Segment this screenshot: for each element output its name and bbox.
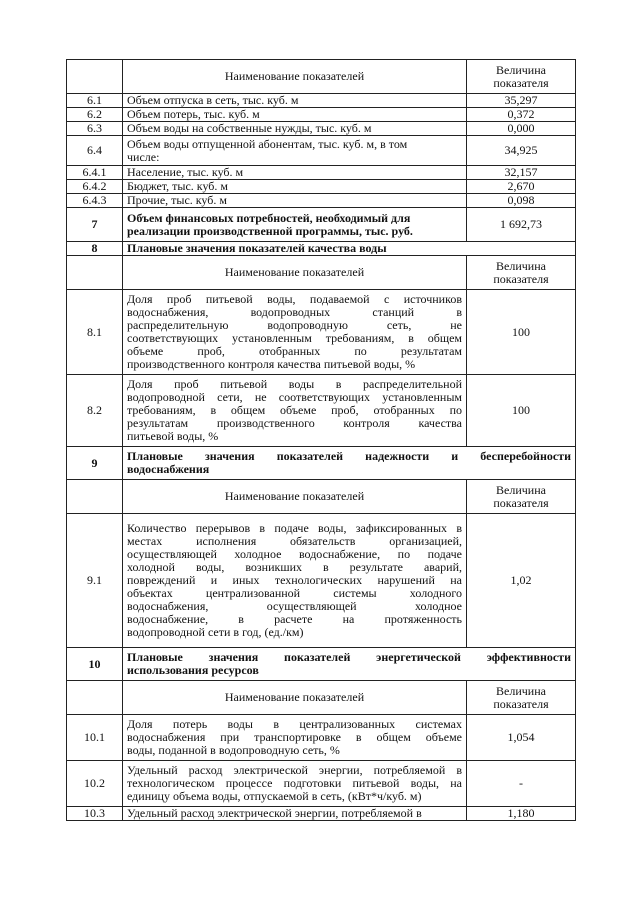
table-row bbox=[67, 290, 576, 375]
row-name-line-last: питьевой воды, % bbox=[127, 429, 219, 443]
table-row bbox=[67, 94, 576, 108]
row-name: Бюджет, тыс. куб. м bbox=[123, 180, 467, 194]
section-number: 9 bbox=[67, 447, 123, 480]
header-value-line-1: Величина bbox=[496, 62, 546, 77]
table-row bbox=[67, 108, 576, 122]
row-name-line: Удельный расход электрической энергии, потребляемой в bbox=[127, 763, 462, 777]
row-name-line-last: воды, поданной в водопроводную сеть, % bbox=[127, 743, 340, 757]
row-number: 6.3 bbox=[67, 122, 123, 136]
header-name-cell: Наименование показателей bbox=[123, 60, 467, 94]
table-row bbox=[67, 136, 576, 166]
row-name-line: холодной воды, возникших в результате аварий, bbox=[127, 560, 462, 574]
subheader-row bbox=[67, 681, 576, 715]
row-name-line: водоснабжение, в расчете на протяженность bbox=[127, 612, 462, 626]
row-name: Прочие, тыс. куб. м bbox=[123, 194, 467, 208]
row-name: Объем потерь, тыс. куб. м bbox=[123, 108, 467, 122]
row-name-line: осуществляющей холодное водоснабжение, по подаче bbox=[127, 547, 462, 561]
subheader-value-line-1: Величина bbox=[496, 683, 546, 698]
indicators-table bbox=[66, 59, 576, 821]
row-number: 6.4.2 bbox=[67, 180, 123, 194]
section-title-line-1: Плановые значения показателей надежности и бесперебойности bbox=[127, 449, 571, 463]
row-name bbox=[123, 375, 467, 447]
row-name bbox=[123, 715, 467, 761]
row-value: 0,372 bbox=[467, 108, 576, 122]
row-name-line: водопроводной сети, не соответствующих установленным bbox=[127, 390, 462, 404]
row-name-line-last: водопроводной сети в год, (ед./км) bbox=[127, 625, 304, 639]
row-value: 35,297 bbox=[467, 94, 576, 108]
subheader-num-cell bbox=[67, 681, 123, 715]
row-number: 7 bbox=[67, 208, 123, 242]
table-row bbox=[67, 194, 576, 208]
row-name bbox=[123, 208, 467, 242]
row-name-line-2: реализации производственной программы, тыс. руб. bbox=[127, 223, 413, 238]
row-value: - bbox=[467, 761, 576, 807]
row-value: 32,157 bbox=[467, 166, 576, 180]
row-value: 100 bbox=[467, 290, 576, 375]
row-name-line: Доля проб питьевой воды в распределительной bbox=[127, 377, 462, 391]
row-name-line: Доля проб питьевой воды, подаваемой с источников bbox=[127, 292, 462, 306]
subheader-value-line-1: Величина bbox=[496, 482, 546, 497]
row-value: 1,180 bbox=[467, 807, 576, 821]
row-value: 100 bbox=[467, 375, 576, 447]
row-value: 2,670 bbox=[467, 180, 576, 194]
section-title bbox=[123, 447, 576, 480]
section-number: 10 bbox=[67, 648, 123, 681]
row-name-line-2: числе: bbox=[127, 149, 160, 164]
row-value: 1,054 bbox=[467, 715, 576, 761]
row-number: 6.4.3 bbox=[67, 194, 123, 208]
row-name-line: соответствующих установленным требованиям, в общем bbox=[127, 331, 462, 345]
row-name: Объем воды на собственные нужды, тыс. куб. м bbox=[123, 122, 467, 136]
table-row bbox=[67, 166, 576, 180]
section-title: Плановые значения показателей качества воды bbox=[123, 242, 576, 256]
subheader-num-cell bbox=[67, 256, 123, 290]
section-row bbox=[67, 447, 576, 480]
row-number: 10.2 bbox=[67, 761, 123, 807]
row-number: 6.1 bbox=[67, 94, 123, 108]
subheader-name-cell: Наименование показателей bbox=[123, 480, 467, 514]
row-value: 1 692,73 bbox=[467, 208, 576, 242]
row-name-line: результатам производственного контроля качества bbox=[127, 416, 462, 430]
section-title bbox=[123, 648, 576, 681]
header-value-cell bbox=[467, 60, 576, 94]
row-name-line: Количество перерывов в подаче воды, зафиксированных в bbox=[127, 521, 462, 535]
row-name bbox=[123, 136, 467, 166]
subheader-value-cell bbox=[467, 256, 576, 290]
row-number: 10.3 bbox=[67, 807, 123, 821]
row-name-line: объектах централизованной системы холодного bbox=[127, 586, 462, 600]
subheader-value-line-2: показателя bbox=[493, 696, 549, 711]
table-row bbox=[67, 715, 576, 761]
subheader-value-line-2: показателя bbox=[493, 495, 549, 510]
subheader-num-cell bbox=[67, 480, 123, 514]
row-name-line: повреждений и иных технологических нарушений на bbox=[127, 573, 462, 587]
table-row bbox=[67, 375, 576, 447]
row-number: 6.4 bbox=[67, 136, 123, 166]
row-name-line: распределительную водопроводную сеть, не bbox=[127, 318, 462, 332]
section-row bbox=[67, 242, 576, 256]
row-number: 9.1 bbox=[67, 514, 123, 648]
row-name-line-1: Объем воды отпущенной абонентам, тыс. куб. м, в том bbox=[127, 136, 408, 151]
section-title-line-2: использования ресурсов bbox=[127, 663, 259, 677]
row-name bbox=[123, 761, 467, 807]
subheader-value-line-1: Величина bbox=[496, 258, 546, 273]
row-name bbox=[123, 290, 467, 375]
row-value: 0,098 bbox=[467, 194, 576, 208]
subheader-value-cell bbox=[467, 681, 576, 715]
table-row bbox=[67, 122, 576, 136]
subheader-value-line-2: показателя bbox=[493, 271, 549, 286]
row-number: 6.4.1 bbox=[67, 166, 123, 180]
subheader-name-cell: Наименование показателей bbox=[123, 681, 467, 715]
subheader-row bbox=[67, 480, 576, 514]
row-number: 8.2 bbox=[67, 375, 123, 447]
section-title-line-1: Плановые значения показателей энергетической эффективности bbox=[127, 650, 571, 664]
table-row bbox=[67, 761, 576, 807]
table-row bbox=[67, 180, 576, 194]
row-value: 1,02 bbox=[467, 514, 576, 648]
section-number: 8 bbox=[67, 242, 123, 256]
table-row bbox=[67, 208, 576, 242]
row-name bbox=[123, 514, 467, 648]
row-number: 6.2 bbox=[67, 108, 123, 122]
table-row bbox=[67, 807, 576, 821]
row-name-line-1: Объем финансовых потребностей, необходимый для bbox=[127, 210, 411, 225]
row-value: 34,925 bbox=[467, 136, 576, 166]
subheader-name-cell: Наименование показателей bbox=[123, 256, 467, 290]
row-name-line: водоснабжения при транспортировке в общем объеме bbox=[127, 730, 462, 744]
row-name-line: местах исполнения обязательств организацией, bbox=[127, 534, 462, 548]
row-name-line: объеме проб, отобранных по результатам bbox=[127, 344, 462, 358]
row-name-line: Доля потерь воды в централизованных системах bbox=[127, 717, 462, 731]
row-name-line-last: производственного контроля качества питьевой воды, % bbox=[127, 357, 416, 371]
table-row bbox=[67, 514, 576, 648]
row-number: 10.1 bbox=[67, 715, 123, 761]
header-value-line-2: показателя bbox=[493, 75, 549, 90]
row-name: Население, тыс. куб. м bbox=[123, 166, 467, 180]
header-row bbox=[67, 60, 576, 94]
subheader-value-cell bbox=[467, 480, 576, 514]
row-name-line: водоснабжения, водопроводных станций в bbox=[127, 305, 462, 319]
row-number: 8.1 bbox=[67, 290, 123, 375]
subheader-row bbox=[67, 256, 576, 290]
row-name-line: водоснабжения, осуществляющей холодное bbox=[127, 599, 462, 613]
row-name-line: требованиям, в общем объеме проб, отобранных по bbox=[127, 403, 462, 417]
row-name-line-last: единицу объема воды, отпускаемой в сеть, (кВт*ч/куб. м) bbox=[127, 789, 422, 803]
row-name: Удельный расход электрической энергии, потребляемой в bbox=[123, 807, 467, 821]
section-row bbox=[67, 648, 576, 681]
section-title-line-2: водоснабжения bbox=[127, 462, 210, 476]
row-name-line: технологическом процессе подготовки питьевой воды, на bbox=[127, 776, 462, 790]
header-num-cell bbox=[67, 60, 123, 94]
row-value: 0,000 bbox=[467, 122, 576, 136]
row-name: Объем отпуска в сеть, тыс. куб. м bbox=[123, 94, 467, 108]
